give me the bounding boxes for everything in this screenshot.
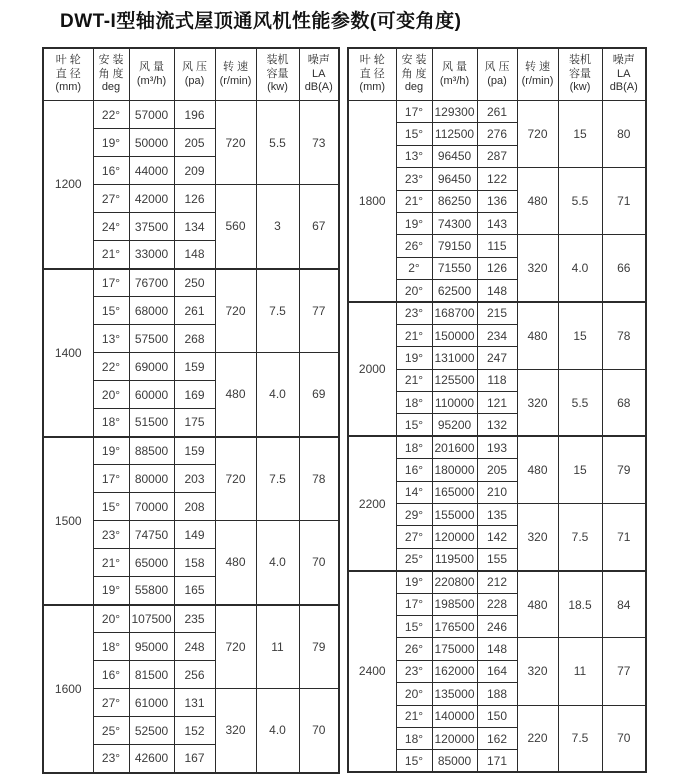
volume-cell: 119500: [432, 548, 477, 570]
noise-cell: 77: [602, 638, 646, 705]
header-volume: [432, 48, 477, 101]
angle-cell: 22°: [93, 101, 129, 129]
angle-cell: 23°: [396, 168, 432, 190]
volume-cell: 69000: [129, 353, 174, 381]
pressure-cell: 193: [477, 436, 517, 458]
volume-cell: 80000: [129, 465, 174, 493]
speed-cell: 720: [215, 605, 256, 689]
volume-cell: 125500: [432, 369, 477, 391]
header-pressure-line1: 风 压: [181, 60, 208, 73]
noise-cell: 71: [602, 168, 646, 235]
speed-cell: 320: [517, 504, 558, 571]
header-volume-line2: (m³/h): [136, 74, 167, 87]
angle-cell: 13°: [396, 145, 432, 167]
noise-cell: 78: [299, 437, 339, 521]
noise-cell: 84: [602, 571, 646, 638]
volume-cell: 112500: [432, 123, 477, 145]
pressure-cell: 159: [174, 437, 215, 465]
volume-cell: 79150: [432, 235, 477, 257]
angle-cell: 27°: [93, 689, 129, 717]
angle-cell: 22°: [93, 353, 129, 381]
angle-cell: 23°: [93, 521, 129, 549]
volume-cell: 168700: [432, 302, 477, 324]
volume-cell: 33000: [129, 241, 174, 269]
pressure-cell: 158: [174, 549, 215, 577]
volume-cell: 110000: [432, 392, 477, 414]
volume-cell: 165000: [432, 481, 477, 503]
angle-cell: 19°: [93, 437, 129, 465]
angle-cell: 19°: [93, 129, 129, 157]
volume-cell: 68000: [129, 297, 174, 325]
volume-cell: 37500: [129, 213, 174, 241]
pressure-cell: 155: [477, 548, 517, 570]
header-angle-line3: deg: [404, 81, 424, 94]
header-angle-line3: deg: [101, 81, 121, 94]
header-volume: [129, 48, 174, 101]
volume-cell: 175000: [432, 638, 477, 660]
pressure-cell: 261: [477, 101, 517, 123]
spec-row: [43, 101, 339, 129]
angle-cell: 15°: [93, 493, 129, 521]
speed-cell: 320: [517, 235, 558, 302]
header-capacity-line2: 容量: [569, 67, 591, 80]
angle-cell: 18°: [396, 436, 432, 458]
volume-cell: 88500: [129, 437, 174, 465]
header-capacity: [256, 48, 299, 101]
spec-row: [348, 571, 646, 593]
table-body: [43, 101, 339, 773]
noise-cell: 71: [602, 504, 646, 571]
capacity-cell: 4.0: [256, 353, 299, 437]
pressure-cell: 235: [174, 605, 215, 633]
page-title: DWT-I型轴流式屋顶通风机性能参数(可变角度): [60, 11, 462, 32]
speed-cell: 320: [215, 689, 256, 773]
pressure-cell: 210: [477, 481, 517, 503]
pressure-cell: 171: [477, 750, 517, 772]
header-volume-line1: 风 量: [138, 60, 165, 73]
capacity-cell: 15: [558, 302, 602, 369]
angle-cell: 13°: [93, 325, 129, 353]
pressure-cell: 169: [174, 381, 215, 409]
pressure-cell: 162: [477, 727, 517, 749]
pressure-cell: 148: [477, 280, 517, 302]
volume-cell: 131000: [432, 347, 477, 369]
volume-cell: 61000: [129, 689, 174, 717]
noise-cell: 77: [299, 269, 339, 353]
volume-cell: 155000: [432, 504, 477, 526]
volume-cell: 81500: [129, 661, 174, 689]
capacity-cell: 5.5: [558, 369, 602, 436]
angle-cell: 18°: [93, 409, 129, 437]
speed-cell: 480: [215, 521, 256, 605]
angle-cell: 20°: [93, 381, 129, 409]
angle-cell: 16°: [93, 661, 129, 689]
angle-cell: 23°: [396, 302, 432, 324]
header-diameter-line1: 叶 轮: [55, 53, 81, 66]
pressure-cell: 121: [477, 392, 517, 414]
pressure-cell: 150: [477, 705, 517, 727]
header-speed-line1: 转 速: [524, 60, 551, 73]
pressure-cell: 165: [174, 577, 215, 605]
angle-cell: 21°: [396, 324, 432, 346]
angle-cell: 20°: [396, 683, 432, 705]
volume-cell: 162000: [432, 660, 477, 682]
volume-cell: 198500: [432, 593, 477, 615]
header-capacity-line2: 容量: [266, 67, 289, 80]
pressure-cell: 205: [174, 129, 215, 157]
angle-cell: 23°: [93, 745, 129, 773]
angle-cell: 19°: [396, 571, 432, 593]
header-noise-line1: 噪声: [612, 53, 635, 66]
pressure-cell: 126: [477, 257, 517, 279]
header-capacity-line1: 装机: [569, 53, 591, 66]
capacity-cell: 11: [256, 605, 299, 689]
volume-cell: 96450: [432, 145, 477, 167]
header-diameter-line1: 叶 轮: [359, 53, 385, 66]
pressure-cell: 234: [477, 324, 517, 346]
header-pressure: [477, 48, 517, 101]
capacity-cell: 4.0: [256, 521, 299, 605]
pressure-cell: 209: [174, 157, 215, 185]
speed-cell: 480: [517, 302, 558, 369]
noise-cell: 70: [299, 689, 339, 773]
noise-cell: 80: [602, 101, 646, 168]
diameter-cell: 2200: [348, 436, 396, 570]
pressure-cell: 143: [477, 212, 517, 234]
header-volume-line1: 风 量: [441, 60, 468, 73]
speed-cell: 720: [517, 101, 558, 168]
volume-cell: 180000: [432, 459, 477, 481]
pressure-cell: 148: [174, 241, 215, 269]
header-speed-line2: (r/min): [521, 74, 554, 87]
capacity-cell: 15: [558, 101, 602, 168]
pressure-cell: 205: [477, 459, 517, 481]
angle-cell: 16°: [396, 459, 432, 481]
pressure-cell: 131: [174, 689, 215, 717]
pressure-cell: 203: [174, 465, 215, 493]
spec-row: [43, 437, 339, 465]
angle-cell: 18°: [93, 633, 129, 661]
header-volume-line2: (m³/h): [439, 74, 470, 87]
angle-cell: 23°: [396, 660, 432, 682]
capacity-cell: 7.5: [256, 437, 299, 521]
noise-cell: 67: [299, 185, 339, 269]
angle-cell: 20°: [396, 280, 432, 302]
header-diameter-line2: 直 径: [359, 67, 385, 80]
angle-cell: 18°: [396, 727, 432, 749]
pressure-cell: 276: [477, 123, 517, 145]
angle-cell: 15°: [93, 297, 129, 325]
noise-cell: 68: [602, 369, 646, 436]
pressure-cell: 268: [174, 325, 215, 353]
pressure-cell: 248: [174, 633, 215, 661]
pressure-cell: 164: [477, 660, 517, 682]
pressure-cell: 228: [477, 593, 517, 615]
header-row: [43, 48, 339, 101]
volume-cell: 74750: [129, 521, 174, 549]
angle-cell: 21°: [396, 190, 432, 212]
header-diameter: [348, 48, 396, 101]
volume-cell: 52500: [129, 717, 174, 745]
volume-cell: 107500: [129, 605, 174, 633]
speed-cell: 480: [215, 353, 256, 437]
noise-cell: 69: [299, 353, 339, 437]
pressure-cell: 287: [477, 145, 517, 167]
angle-cell: 17°: [93, 269, 129, 297]
volume-cell: 62500: [432, 280, 477, 302]
speed-cell: 320: [517, 369, 558, 436]
header-capacity-line1: 装机: [266, 53, 289, 66]
pressure-cell: 142: [477, 526, 517, 548]
angle-cell: 29°: [396, 504, 432, 526]
header-speed-line2: (r/min): [219, 74, 252, 87]
table-body: [348, 101, 646, 773]
volume-cell: 57500: [129, 325, 174, 353]
volume-cell: 50000: [129, 129, 174, 157]
pressure-cell: 215: [477, 302, 517, 324]
angle-cell: 20°: [93, 605, 129, 633]
header-row: [348, 48, 646, 101]
volume-cell: 150000: [432, 324, 477, 346]
header-diameter-line2: 直 径: [55, 67, 81, 80]
noise-cell: 78: [602, 302, 646, 369]
speed-cell: 720: [215, 101, 256, 185]
angle-cell: 18°: [396, 392, 432, 414]
pressure-cell: 247: [477, 347, 517, 369]
pressure-cell: 126: [174, 185, 215, 213]
header-angle: [93, 48, 129, 101]
pressure-cell: 149: [174, 521, 215, 549]
header-pressure: [174, 48, 215, 101]
volume-cell: 140000: [432, 705, 477, 727]
spec-row: [43, 605, 339, 633]
header-noise-line1: 噪声: [307, 53, 330, 66]
header-diameter-line3: (mm): [55, 81, 82, 94]
speed-cell: 480: [517, 436, 558, 503]
angle-cell: 27°: [93, 185, 129, 213]
speed-cell: 220: [517, 705, 558, 772]
volume-cell: 57000: [129, 101, 174, 129]
volume-cell: 120000: [432, 727, 477, 749]
header-angle-line1: 安 装: [401, 53, 427, 66]
pressure-cell: 246: [477, 615, 517, 637]
angle-cell: 19°: [396, 347, 432, 369]
noise-cell: 70: [299, 521, 339, 605]
pressure-cell: 118: [477, 369, 517, 391]
pressure-cell: 136: [477, 190, 517, 212]
spec-table-left: [42, 47, 340, 774]
angle-cell: 17°: [396, 593, 432, 615]
capacity-cell: 7.5: [558, 504, 602, 571]
header-angle-line2: 角 度: [401, 67, 427, 80]
pressure-cell: 132: [477, 414, 517, 436]
header-angle-line2: 角 度: [98, 67, 124, 80]
capacity-cell: 4.0: [256, 689, 299, 773]
pressure-cell: 159: [174, 353, 215, 381]
tables-container: [42, 47, 647, 774]
pressure-cell: 148: [477, 638, 517, 660]
angle-cell: 15°: [396, 750, 432, 772]
spec-table-right: [347, 47, 647, 773]
header-pressure-line1: 风 压: [484, 60, 510, 73]
volume-cell: 129300: [432, 101, 477, 123]
header-noise-line3: dB(A): [609, 81, 638, 94]
pressure-cell: 208: [174, 493, 215, 521]
table-header: [43, 48, 339, 101]
angle-cell: 2°: [396, 257, 432, 279]
capacity-cell: 5.5: [558, 168, 602, 235]
noise-cell: 66: [602, 235, 646, 302]
header-noise: [299, 48, 339, 101]
volume-cell: 120000: [432, 526, 477, 548]
pressure-cell: 196: [174, 101, 215, 129]
header-capacity-line3: (kw): [267, 81, 288, 94]
angle-cell: 17°: [93, 465, 129, 493]
pressure-cell: 152: [174, 717, 215, 745]
volume-cell: 70000: [129, 493, 174, 521]
pressure-cell: 135: [477, 504, 517, 526]
volume-cell: 51500: [129, 409, 174, 437]
volume-cell: 86250: [432, 190, 477, 212]
volume-cell: 42600: [129, 745, 174, 773]
pressure-cell: 134: [174, 213, 215, 241]
diameter-cell: 1800: [348, 101, 396, 303]
angle-cell: 14°: [396, 481, 432, 503]
header-noise-line2: LA: [312, 67, 326, 80]
speed-cell: 320: [517, 638, 558, 705]
angle-cell: 15°: [396, 123, 432, 145]
speed-cell: 560: [215, 185, 256, 269]
header-noise-line3: dB(A): [304, 81, 333, 94]
pressure-cell: 175: [174, 409, 215, 437]
angle-cell: 15°: [396, 615, 432, 637]
spec-row: [43, 269, 339, 297]
speed-cell: 720: [215, 269, 256, 353]
angle-cell: 25°: [93, 717, 129, 745]
header-noise: [602, 48, 646, 101]
angle-cell: 15°: [396, 414, 432, 436]
header-noise-line2: LA: [617, 67, 631, 80]
header-angle-line1: 安 装: [98, 53, 124, 66]
pressure-cell: 256: [174, 661, 215, 689]
noise-cell: 70: [602, 705, 646, 772]
header-angle: [396, 48, 432, 101]
volume-cell: 74300: [432, 212, 477, 234]
volume-cell: 201600: [432, 436, 477, 458]
capacity-cell: 7.5: [256, 269, 299, 353]
volume-cell: 76700: [129, 269, 174, 297]
capacity-cell: 15: [558, 436, 602, 503]
volume-cell: 96450: [432, 168, 477, 190]
volume-cell: 95000: [129, 633, 174, 661]
angle-cell: 25°: [396, 548, 432, 570]
capacity-cell: 5.5: [256, 101, 299, 185]
angle-cell: 26°: [396, 638, 432, 660]
noise-cell: 73: [299, 101, 339, 185]
header-speed-line1: 转 速: [222, 60, 249, 73]
capacity-cell: 3: [256, 185, 299, 269]
diameter-cell: 1200: [43, 101, 93, 269]
header-capacity: [558, 48, 602, 101]
diameter-cell: 1400: [43, 269, 93, 437]
volume-cell: 85000: [432, 750, 477, 772]
volume-cell: 55800: [129, 577, 174, 605]
volume-cell: 60000: [129, 381, 174, 409]
spec-row: [348, 101, 646, 123]
diameter-cell: 1600: [43, 605, 93, 773]
spec-row: [348, 436, 646, 458]
angle-cell: 21°: [396, 369, 432, 391]
header-pressure-line2: (pa): [184, 74, 205, 87]
diameter-cell: 2000: [348, 302, 396, 436]
pressure-cell: 188: [477, 683, 517, 705]
speed-cell: 720: [215, 437, 256, 521]
spec-row: [348, 302, 646, 324]
volume-cell: 176500: [432, 615, 477, 637]
header-pressure-line2: (pa): [487, 74, 507, 87]
volume-cell: 44000: [129, 157, 174, 185]
header-diameter-line3: (mm): [359, 81, 386, 94]
angle-cell: 24°: [93, 213, 129, 241]
pressure-cell: 212: [477, 571, 517, 593]
diameter-cell: 1500: [43, 437, 93, 605]
speed-cell: 480: [517, 168, 558, 235]
angle-cell: 21°: [93, 549, 129, 577]
angle-cell: 27°: [396, 526, 432, 548]
volume-cell: 71550: [432, 257, 477, 279]
capacity-cell: 11: [558, 638, 602, 705]
noise-cell: 79: [602, 436, 646, 503]
volume-cell: 95200: [432, 414, 477, 436]
angle-cell: 19°: [93, 577, 129, 605]
capacity-cell: 4.0: [558, 235, 602, 302]
angle-cell: 16°: [93, 157, 129, 185]
header-speed: [517, 48, 558, 101]
volume-cell: 220800: [432, 571, 477, 593]
pressure-cell: 115: [477, 235, 517, 257]
speed-cell: 480: [517, 571, 558, 638]
volume-cell: 135000: [432, 683, 477, 705]
volume-cell: 65000: [129, 549, 174, 577]
pressure-cell: 167: [174, 745, 215, 773]
pressure-cell: 250: [174, 269, 215, 297]
header-capacity-line3: (kw): [569, 81, 591, 94]
table-header: [348, 48, 646, 101]
angle-cell: 21°: [93, 241, 129, 269]
diameter-cell: 2400: [348, 571, 396, 773]
angle-cell: 26°: [396, 235, 432, 257]
pressure-cell: 261: [174, 297, 215, 325]
header-speed: [215, 48, 256, 101]
angle-cell: 21°: [396, 705, 432, 727]
pressure-cell: 122: [477, 168, 517, 190]
capacity-cell: 18.5: [558, 571, 602, 638]
angle-cell: 17°: [396, 101, 432, 123]
volume-cell: 42000: [129, 185, 174, 213]
capacity-cell: 7.5: [558, 705, 602, 772]
header-diameter: [43, 48, 93, 101]
noise-cell: 79: [299, 605, 339, 689]
angle-cell: 19°: [396, 212, 432, 234]
